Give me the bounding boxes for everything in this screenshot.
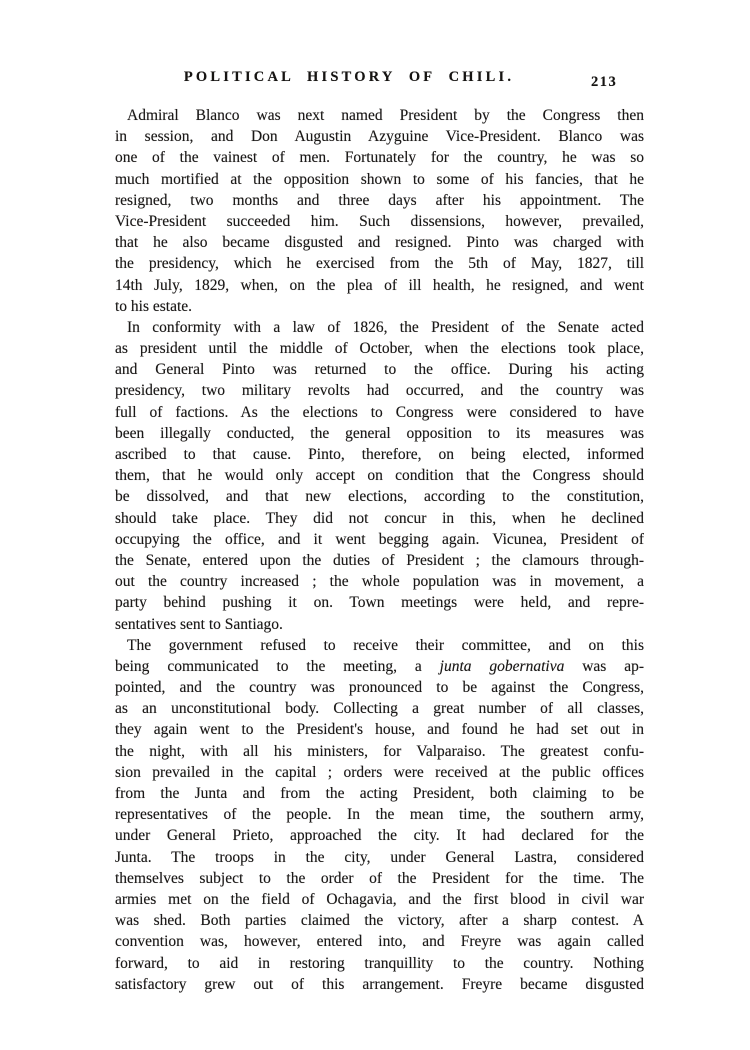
text-line: them, that he would only accept on condition that the Congress should — [115, 467, 644, 485]
text-line: was shed. Both parties claimed the victory, after a sharp contest. A — [115, 912, 644, 930]
text-line: being communicated to the meeting, a junta gobernativa was ap- — [115, 657, 644, 675]
text-line: Admiral Blanco was next named President by the Congress then — [127, 107, 644, 124]
text-line: Vice-President succeeded him. Such dissensions, however, prevailed, — [115, 212, 644, 230]
text-line: as president until the middle of October, when the elections took place, — [115, 340, 644, 358]
text-line: ascribed to that cause. Pinto, therefore, on being elected, informed — [115, 446, 644, 463]
text-line: party behind pushing it on. Town meetings were held, and repre- — [115, 594, 644, 612]
page-title: POLITICAL HISTORY OF CHILI. — [183, 69, 515, 85]
text-line: forward, to aid in restoring tranquillity to the country. Nothing — [115, 954, 644, 972]
text-line: In conformity with a law of 1826, the President of the Senate acted — [127, 318, 644, 336]
text-line: that he also became disgusted and resigned. Pinto was charged with — [115, 234, 644, 252]
page-number: 213 — [591, 74, 618, 90]
text-line: representatives of the people. In the mean time, the southern army, — [115, 806, 644, 824]
body-text — [115, 105, 644, 995]
running-header — [0, 0, 750, 100]
text-line: much mortified at the opposition shown to some of his fancies, that he — [115, 170, 644, 188]
text-line: in session, and Don Augustin Azyguine Vice-President. Blanco was — [115, 128, 644, 146]
text-line: should take place. They did not concur in this, when he declined — [115, 509, 644, 527]
text-line: the presidency, which he exercised from the 5th of May, 1827, till — [115, 255, 644, 273]
text-line: pointed, and the country was pronounced to be against the Congress, — [115, 679, 644, 697]
paragraph — [115, 105, 644, 317]
text-line: out the country increased ; the whole population was in movement, a — [115, 573, 644, 591]
text-line: Junta. The troops in the city, under General Lastra, considered — [115, 848, 644, 866]
text-line: under General Prieto, approached the city. It had declared for the — [115, 827, 644, 845]
text-line: been illegally conducted, the general opposition to its measures was — [115, 424, 644, 442]
text-line: be dissolved, and that new elections, according to the constitution, — [115, 488, 644, 506]
text-line: convention was, however, entered into, and Freyre was again called — [115, 933, 644, 951]
text-line: as an unconstitutional body. Collecting a great number of all classes, — [115, 700, 644, 718]
text-line: sion prevailed in the capital ; orders were received at the public offices — [115, 763, 644, 781]
text-line: from the Junta and from the acting President, both claiming to be — [115, 785, 644, 802]
text-line: resigned, two months and three days after his appointment. The — [115, 191, 644, 209]
text-line: full of factions. As the elections to Congress were considered to have — [115, 403, 644, 421]
text-line: The government refused to receive their committee, and on this — [127, 636, 644, 654]
text-line: satisfactory grew out of this arrangement. Freyre became disgusted — [115, 975, 644, 993]
text-line: one of the vainest of men. Fortunately for the country, he was so — [115, 149, 644, 167]
text-line: and General Pinto was returned to the office. During his acting — [115, 361, 644, 379]
text-line: 14th July, 1829, when, on the plea of ill health, he resigned, and went — [115, 276, 644, 294]
text-line: armies met on the field of Ochagavia, and the first blood in civil war — [115, 890, 644, 908]
text-line: they again went to the President's house, and found he had set out in — [115, 721, 644, 739]
text-line: sentatives sent to Santiago. — [115, 615, 283, 633]
text-line: to his estate. — [115, 297, 193, 315]
paragraph — [115, 317, 644, 635]
paragraph — [115, 635, 644, 995]
text-line: the Senate, entered upon the duties of President ; the clamours through- — [115, 551, 644, 569]
text-line: presidency, two military revolts had occurred, and the country was — [115, 382, 644, 400]
text-line: occupying the office, and it went begging again. Vicunea, President of — [115, 530, 644, 548]
text-line: themselves subject to the order of the President for the time. The — [115, 869, 644, 887]
text-line: the night, with all his ministers, for Valparaiso. The greatest confu- — [115, 742, 644, 760]
